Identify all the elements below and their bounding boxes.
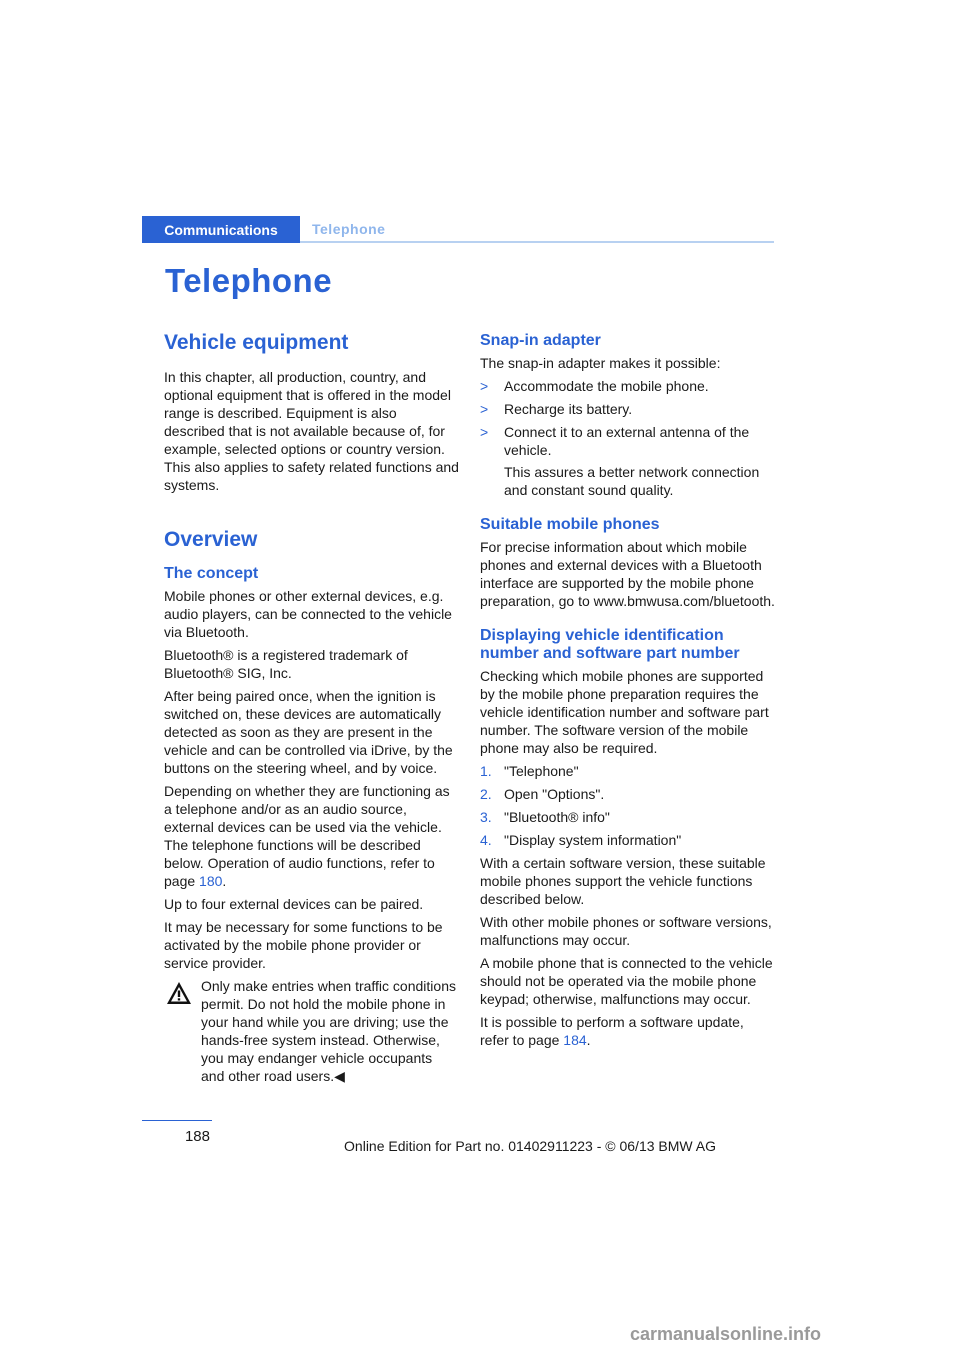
concept-paragraph-4: Depending on whether they are functioning as a telephone and/or as an audio source, external devices can be used via the vehicle. The telephone functions will be described below. Operation of audio functions, refer to page 180. [164,783,450,889]
page-title: Telephone [165,262,333,299]
display-vin-paragraph-1: With a certain software version, these suitable mobile phones support the vehicle functions described below. [480,855,766,907]
header-section-tab: Communications [142,216,300,243]
page-link-184[interactable]: 184 [563,1032,587,1048]
concept-paragraph-1: Mobile phones or other external devices, e.g. audio players, can be connected to the vehicle via Bluetooth. [164,588,452,640]
concept-paragraph-5: Up to four external devices can be paired. [164,896,424,912]
vehicle-equipment-heading: Vehicle equipment [164,331,349,354]
overview-heading: Overview [164,528,258,551]
list-item: > Recharge its battery. [480,401,633,417]
suitable-phones-text: For precise information about which mobile phones and external devices with a Bluetooth interface are supported by the mobile phone preparation, go to www.bmwusa.com/bluetooth. [480,539,775,609]
display-vin-paragraph-3: A mobile phone that is connected to the vehicle should not be operated via the mobile phone keypad; otherwise, malfunctions may occur. [480,955,773,1007]
concept-paragraph-6: It may be necessary for some functions to be activated by the mobile phone provider or service provider. [164,919,443,971]
footer-rule [142,1120,212,1121]
running-header [142,216,774,243]
concept-heading: The concept [164,565,259,582]
watermark: carmanualsonline.info [630,1324,822,1344]
display-vin-heading: Displaying vehicle identification number and software part number [480,627,740,662]
dash-bullet-icon: > [480,378,489,394]
list-item: 4. "Display system information" [480,832,682,848]
concept-paragraph-2: Bluetooth® is a registered trademark of Bluetooth® SIG, Inc. [164,647,408,681]
list-item: 1. "Telephone" [480,763,579,779]
vehicle-equipment-text: In this chapter, all production, country, and optional equipment that is offered in the model range is described. Equipment is also described that is not available because of, for example, selected options or country version. This also applies to safety related functions and systems. [164,369,459,493]
safety-warning [164,977,459,1085]
dash-bullet-icon: > [480,424,489,440]
display-vin-text: Checking which mobile phones are supported by the mobile phone preparation requires the vehicle identification number and software part number. The software version of the mobile phone may also be required. [480,668,769,756]
snap-in-intro: The snap-in adapter makes it possible: [480,355,721,371]
list-item: > Connect it to an external antenna of the vehicle. [480,424,750,458]
list-item: > Accommodate the mobile phone. [480,378,709,394]
snap-in-heading: Snap-in adapter [480,332,601,349]
edition-notice: Online Edition for Part no. 01402911223 - © 06/13 BMW AG [344,1138,716,1154]
list-item: 3. "Bluetooth® info" [480,809,610,825]
display-vin-paragraph-2: With other mobile phones or software versions, malfunctions may occur. [480,914,772,948]
header-rule [300,241,774,243]
page-link-180[interactable]: 180 [199,873,223,889]
warning-text: Only make entries when traffic conditions permit. Do not hold the mobile phone in your hand while you are driving; use the hands-free system instead. Otherwise, you may endanger vehicle occupants and other road users.◀ [201,978,456,1084]
suitable-phones-heading: Suitable mobile phones [480,516,660,533]
header-subsection-label: Telephone [312,221,386,237]
dash-bullet-icon: > [480,401,489,417]
snap-in-note: This assures a better network connection and constant sound quality. [504,464,760,498]
end-of-warning-icon: ◀ [334,1068,345,1084]
right-column [480,332,775,1054]
warning-triangle-icon [166,981,192,1005]
display-vin-paragraph-4: It is possible to perform a software update, refer to page 184. [480,1014,744,1048]
list-item: 2. Open "Options". [480,786,605,802]
snap-in-list [480,377,775,459]
left-column [164,330,459,1090]
page-number: 188 [184,1128,210,1145]
display-vin-steps [480,762,775,849]
concept-paragraph-3: After being paired once, when the ignition is switched on, these devices are automatically detected as soon as they are present in the vehicle and can be controlled via iDrive, by the buttons on the steering wheel, and by voice. [164,688,453,776]
